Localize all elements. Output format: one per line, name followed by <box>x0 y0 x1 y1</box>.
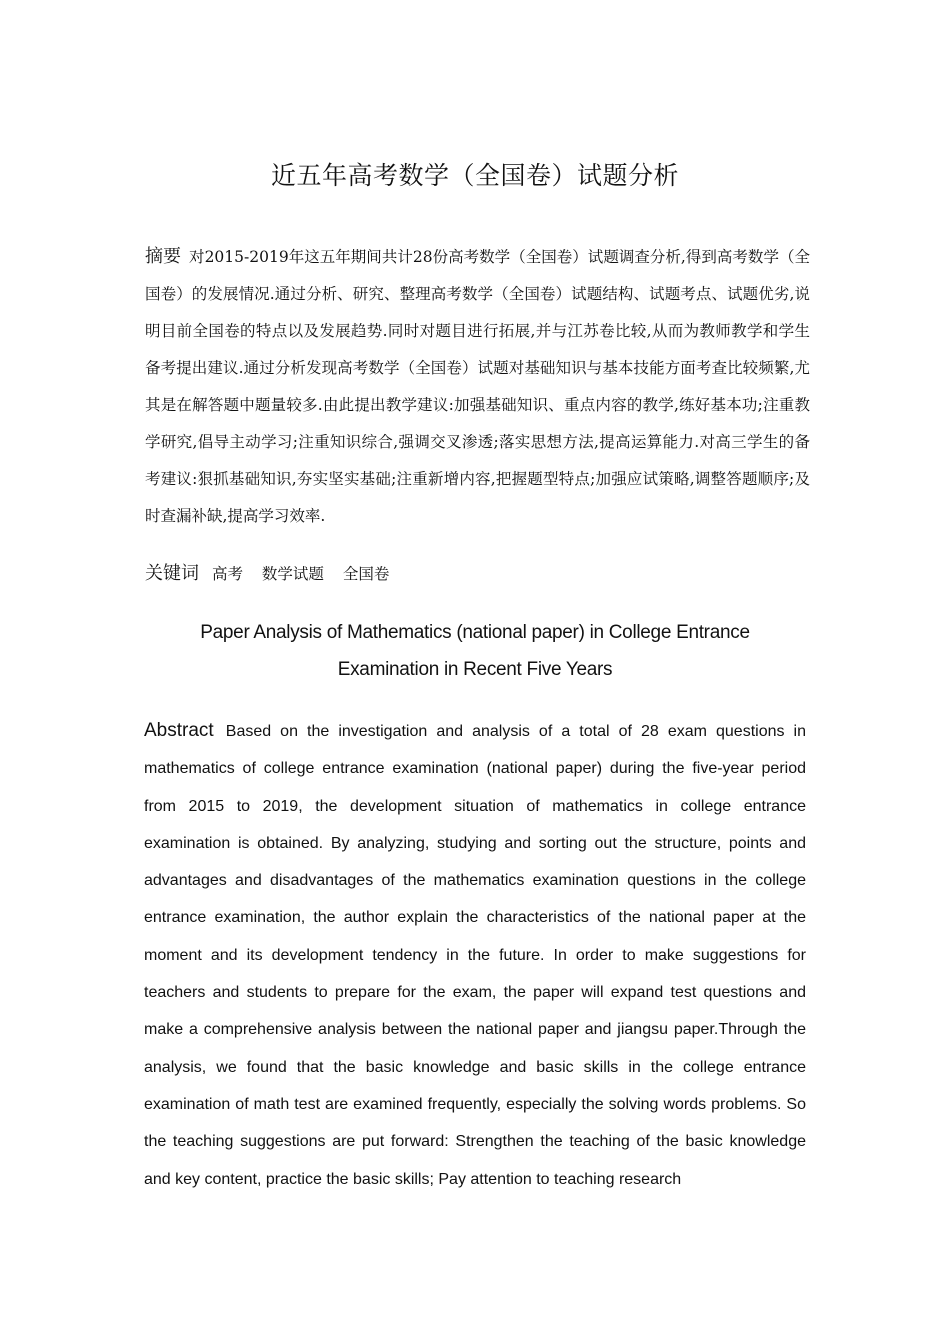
english-abstract-label: Abstract <box>144 720 214 741</box>
english-title-line-1: Paper Analysis of Mathematics (national paper) in College Entrance <box>200 622 750 643</box>
english-title-line-2: Examination in Recent Five Years <box>337 659 613 680</box>
keyword-item: 数学试题 <box>261 565 324 583</box>
keyword-item: 高考 <box>211 565 243 583</box>
chinese-keywords-label: 关键词 <box>145 563 199 584</box>
english-title <box>120 614 830 688</box>
chinese-abstract <box>145 238 810 535</box>
chinese-keywords <box>145 556 810 592</box>
keyword-item: 全国卷 <box>342 565 390 583</box>
chinese-abstract-text: 对2015-2019年这五年期间共计28份高考数学（全国卷）试题调查分析,得到高考数学（全国卷）的发展情况.通过分析、研究、整理高考数学（全国卷）试题结构、试题考点、试题优劣,说明目前全国卷的特点以及发展趋势.同时对题目进行拓展,并与江苏卷比较,从而为教师教学和学生备考提出建议.通过分析发现高考数学（全国卷）试题对基础知识与基本技能方面考查比较频繁,尤其是在解答题中题量较多.由此提出教学建议:加强基础知识、重点内容的教学,练好基本功;注重教学研究,倡导主动学习;注重知识综合,强调交叉渗透;落实思想方法,提高运算能力.对高三学生的备考建议:狠抓基础知识,夯实坚实基础;注重新增内容,把握题型特点;加强应试策略,调整答题顺序;及时查漏补缺,提高学习效率. <box>145 248 810 525</box>
chinese-title: 近五年高考数学（全国卷）试题分析 <box>270 161 679 190</box>
chinese-abstract-label: 摘要 <box>145 246 182 267</box>
english-abstract-text: Based on the investigation and analysis of a total of 28 exam questions in mathematics of college entrance examination (national paper) during the five-year period from 2015 to 2019, the development situation of mathematics in college entrance examination is obtained. By analyzing, studying and sorting out the structure, points and advantages and disadvantages of the mathematics examination questions in the college entrance examination, the author explain the characteristics of the national paper at the moment and its development tendency in the future. In order to make suggestions for teachers and students to prepare for the exam, the paper will expand test questions and make a comprehensive analysis between the national paper and jiangsu paper.Through the analysis, we found that the basic knowledge and basic skills in the college entrance examination of math test are examined frequently, especially the solving words problems. So the teaching suggestions are put forward: Strengthen the teaching of the basic knowledge and key content, practice the basic skills; Pay attention to teaching research <box>144 723 806 1188</box>
english-abstract <box>144 712 806 1198</box>
